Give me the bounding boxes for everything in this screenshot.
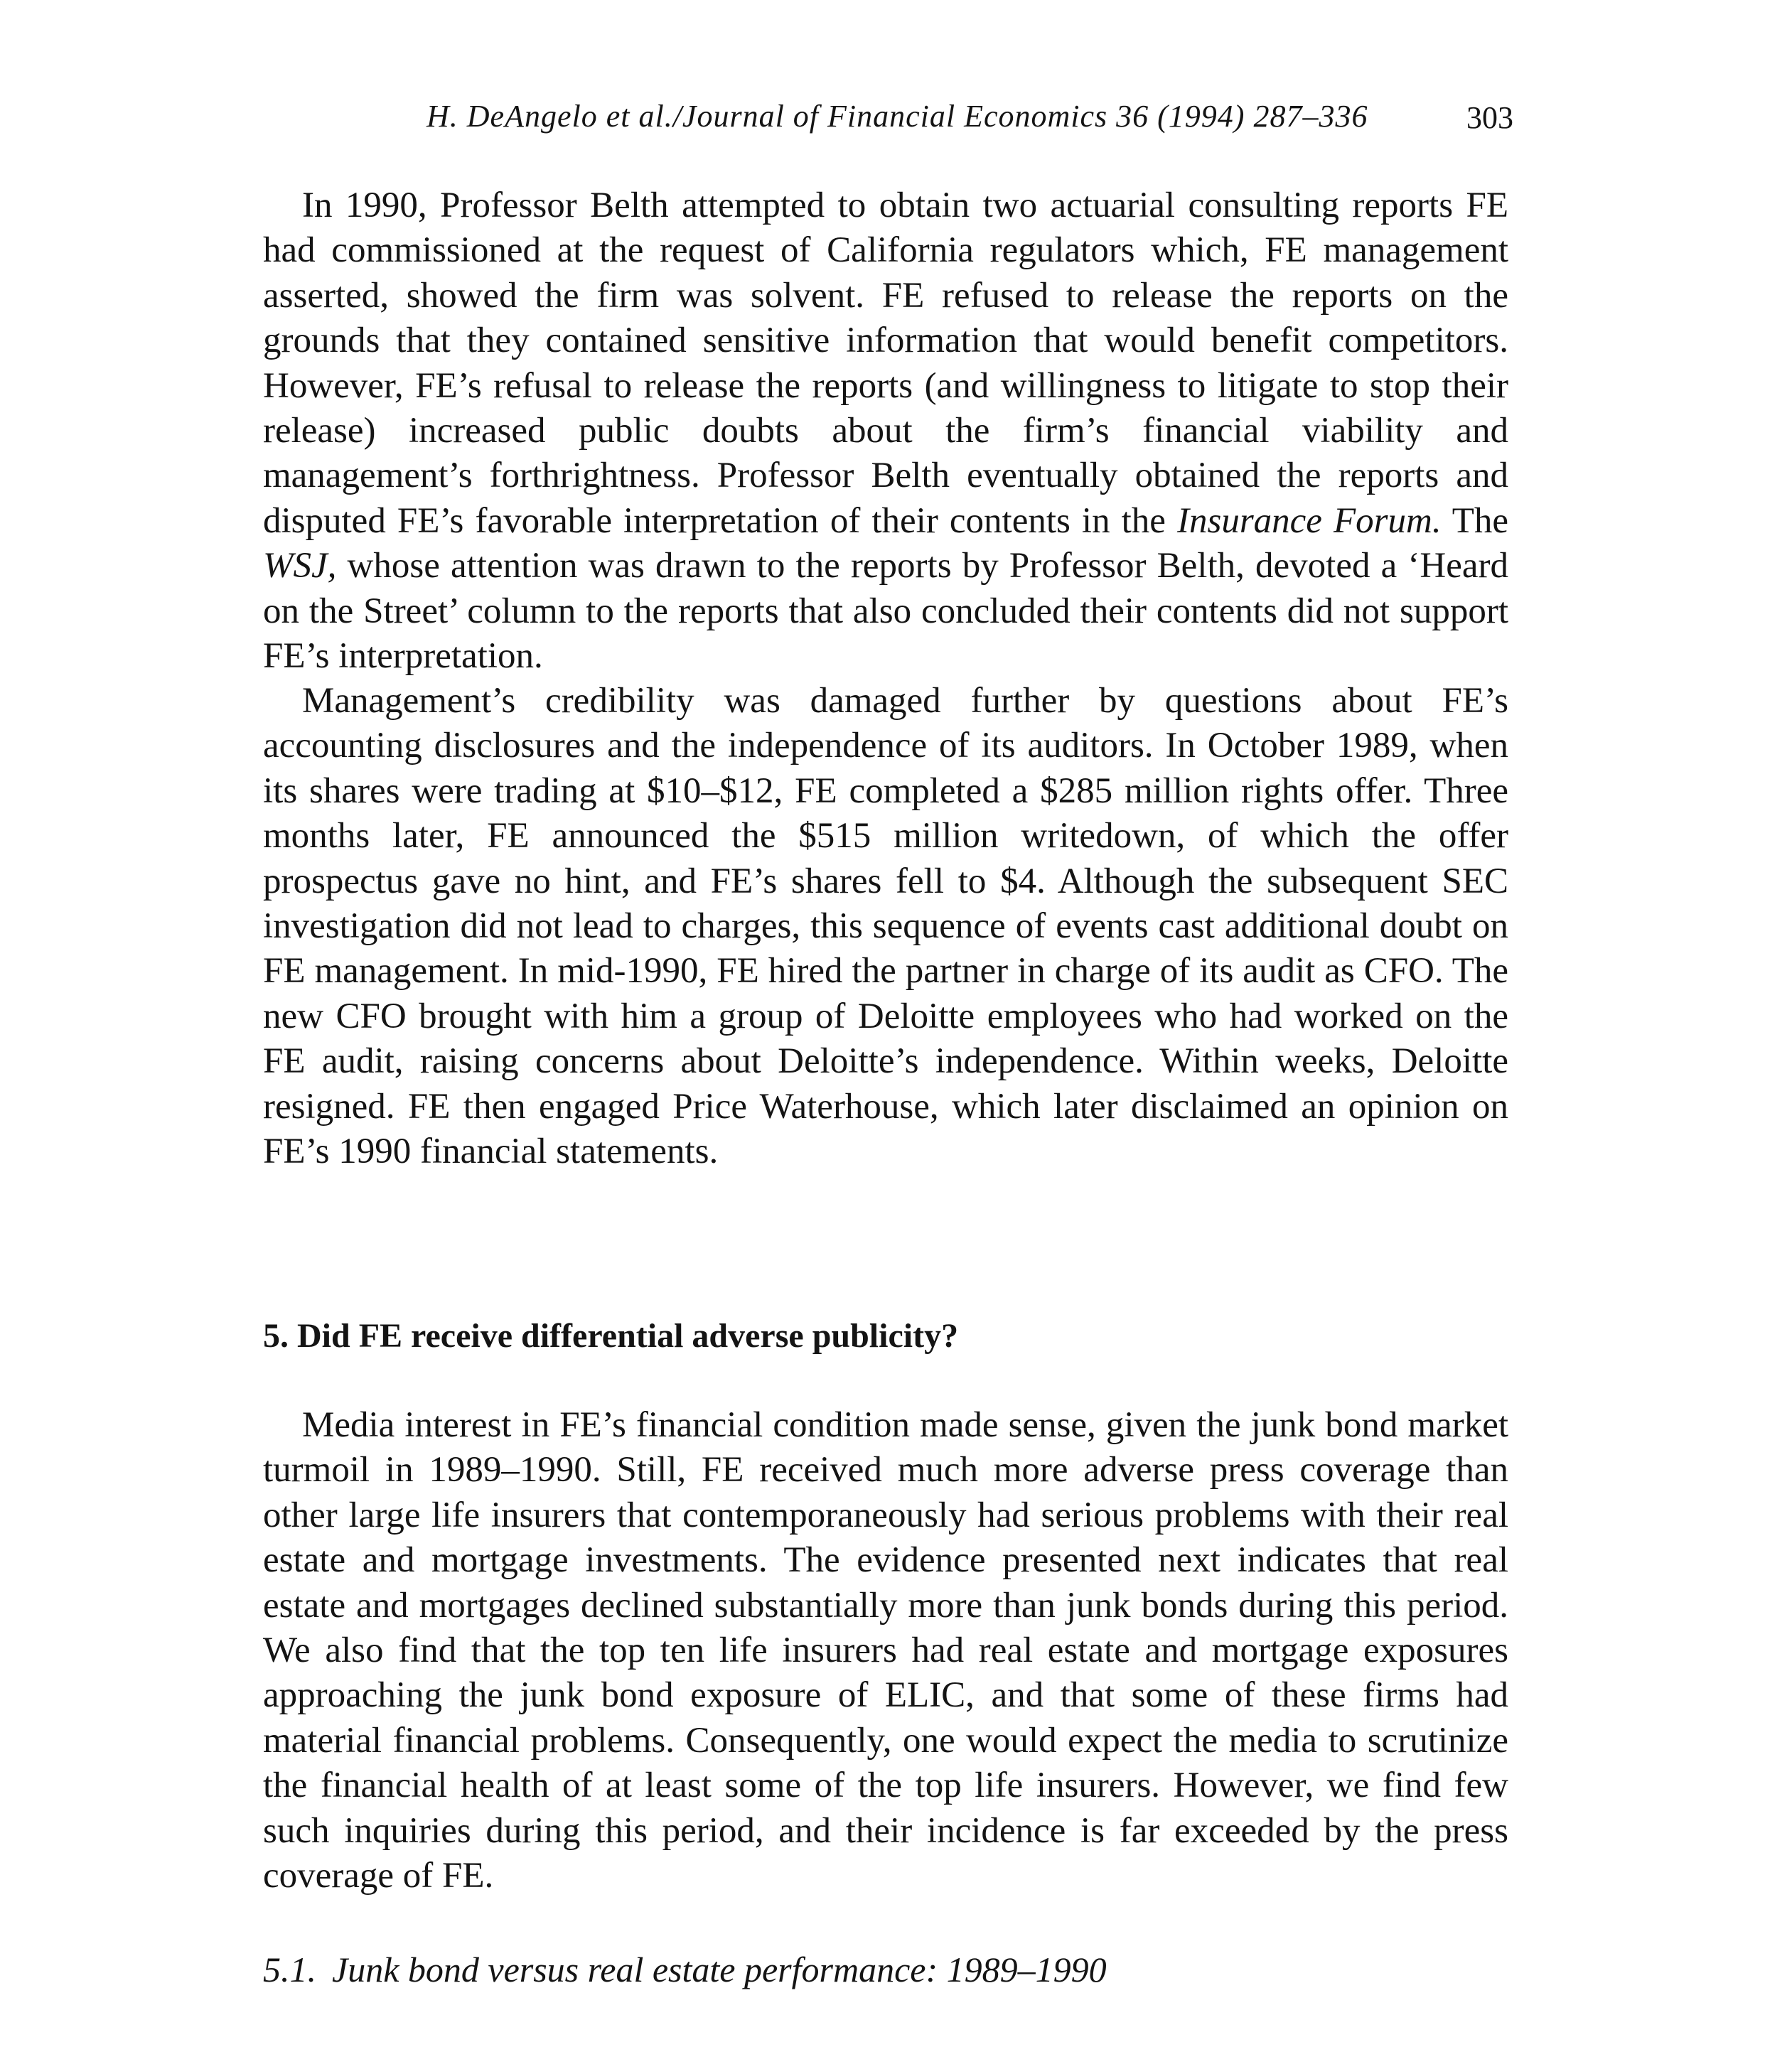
paragraph-text: whose attention was drawn to the reports by Professor Belth, devoted a ‘Heard on the Street’ column to the reports that also concluded their contents did not support FE’s interpretation.: [263, 546, 1508, 677]
section-heading: 5. Did FE receive differential adverse publicity?: [263, 1317, 959, 1355]
running-head: H. DeAngelo et al./Journal of Financial Economics 36 (1994) 287–336: [426, 99, 1368, 134]
page-number: 303: [1466, 100, 1513, 135]
paragraph-text: The: [1441, 500, 1508, 541]
journal-title-insurance-forum: Insurance Forum.: [1176, 500, 1442, 541]
paragraph-belth-reports: [263, 183, 1508, 679]
paragraph-media-interest: Media interest in FE’s financial condition made sense, given the junk bond market turmoil in 1989–1990. Still, FE received much more adverse press coverage than other large life insurers that contemporaneously had serious problems with their real estate and mortgage investments. The evidence presented next indicates that real estate and mortgages declined substantially more than junk bonds during this period. We also find that the top ten life insurers had real estate and mortgage exposures approaching the junk bond exposure of ELIC, and that some of these firms had material financial problems. Consequently, one would expect the media to scrutinize the financial health of at least some of the top life insurers. However, we find few such inquiries during this period, and their incidence is far exceeded by the press coverage of FE.: [263, 1405, 1508, 1896]
subsection-number: 5.1.: [263, 1950, 316, 1989]
subsection-heading: [263, 1949, 1107, 1990]
paragraph-text: In 1990, Professor Belth attempted to obtain two actuarial consulting reports FE had commissioned at the request of California regulators which, FE management asserted, showed the firm was solvent. FE refused to release the reports on the grounds that they contained sensitive information that would benefit competitors. However, FE’s refusal to release the reports (and willingness to litigate to stop their release) increased public doubts about the firm’s financial viability and management’s forthrightness. Professor Belth eventually obtained the reports and disputed FE’s favorable interpretation of their contents in the: [263, 186, 1508, 541]
subsection-title: Junk bond versus real estate performance: 1989–1990: [332, 1950, 1107, 1989]
paragraph-management-credibility: Management’s credibility was damaged further by questions about FE’s accounting disclosures and the independence of its auditors. In October 1989, when its shares were trading at $10–$12, FE completed a $285 million rights offer. Three months later, FE announced the $515 million writedown, of which the offer prospectus gave no hint, and FE’s shares fell to $4. Although the subsequent SEC investigation did not lead to charges, this sequence of events cast additional doubt on FE management. In mid-1990, FE hired the partner in charge of its audit as CFO. The new CFO brought with him a group of Deloitte employees who had worked on the FE audit, raising concerns about Deloitte’s independence. Within weeks, Deloitte resigned. FE then engaged Price Waterhouse, which later disclaimed an opinion on FE’s 1990 financial statements.: [263, 681, 1508, 1172]
journal-title-wsj: WSJ,: [263, 546, 337, 586]
